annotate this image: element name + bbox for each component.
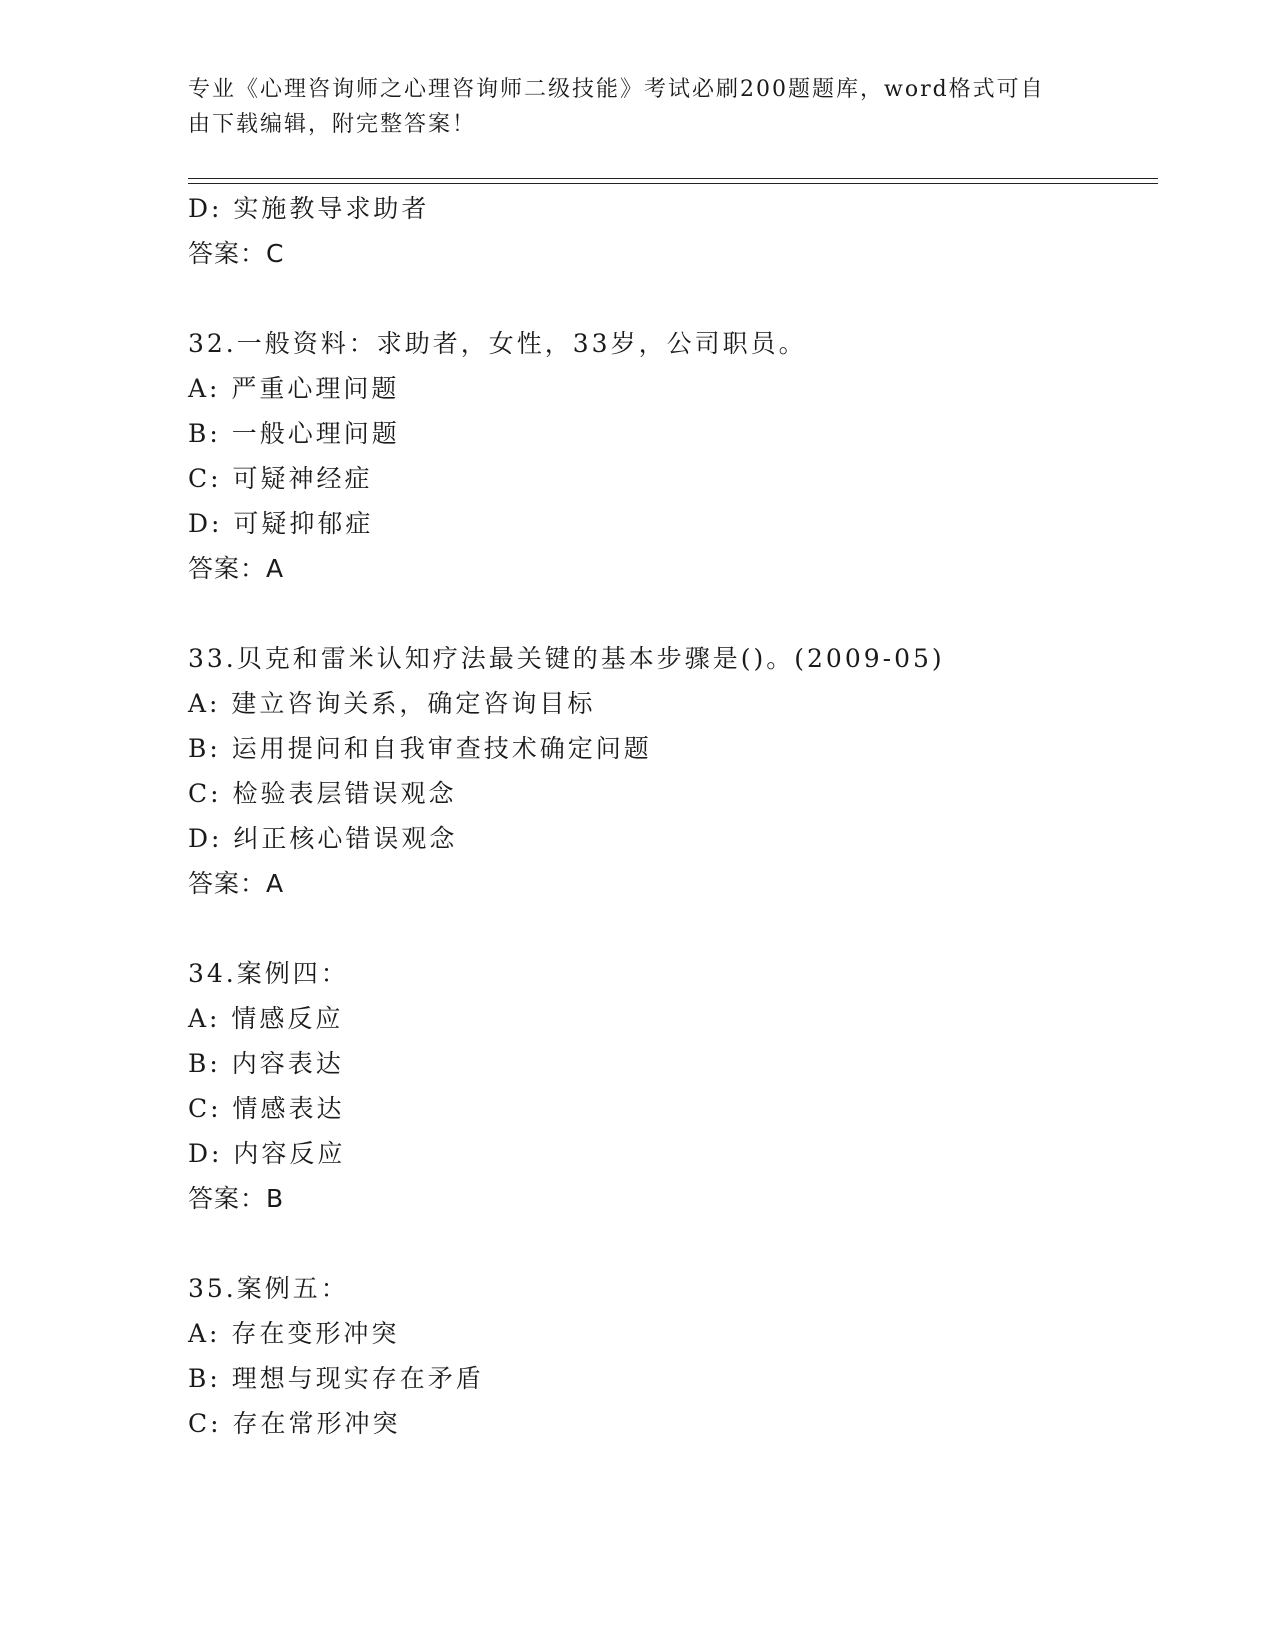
option-c: C: 情感表达 [188, 1094, 345, 1123]
question-32 [188, 321, 1148, 591]
option-d: D: 内容反应 [188, 1139, 346, 1168]
option-a: A: 建立咨询关系，确定咨询目标 [188, 689, 596, 718]
option-c: C: 检验表层错误观念 [188, 779, 457, 808]
question-31-tail [188, 186, 1148, 276]
document-header [188, 72, 1088, 142]
header-divider-bottom [188, 183, 1158, 184]
question-33 [188, 636, 1148, 906]
option-d: D: 纠正核心错误观念 [188, 824, 458, 853]
question-content [188, 186, 1148, 1446]
question-stem: 32.一般资料：求助者，女性，33岁，公司职员。 [188, 329, 807, 358]
option-d: D: 可疑抑郁症 [188, 509, 374, 538]
option-b: B: 内容表达 [188, 1049, 344, 1078]
question-35 [188, 1266, 1148, 1446]
header-line-1: 专业《心理咨询师之心理咨询师二级技能》考试必刷200题题库，word格式可自 [188, 77, 1045, 102]
option-a: A: 存在变形冲突 [188, 1319, 400, 1348]
option-a: A: 严重心理问题 [188, 374, 400, 403]
header-divider-top [188, 178, 1158, 179]
question-stem: 34.案例四： [188, 959, 349, 988]
option-d: D: 实施教导求助者 [188, 194, 430, 223]
option-b: B: 一般心理问题 [188, 419, 400, 448]
option-b: B: 理想与现实存在矛盾 [188, 1364, 484, 1393]
answer-line: 答案：A [188, 869, 285, 898]
answer-line: 答案：B [188, 1184, 285, 1213]
option-a: A: 情感反应 [188, 1004, 344, 1033]
question-34 [188, 951, 1148, 1221]
option-c: C: 可疑神经症 [188, 464, 373, 493]
option-c: C: 存在常形冲突 [188, 1409, 401, 1438]
option-b: B: 运用提问和自我审查技术确定问题 [188, 734, 652, 763]
answer-line: 答案：A [188, 554, 285, 583]
header-line-2: 由下载编辑，附完整答案！ [188, 112, 477, 137]
question-stem: 35.案例五： [188, 1274, 349, 1303]
question-stem: 33.贝克和雷米认知疗法最关键的基本步骤是()。(2009-05) [188, 644, 945, 673]
answer-line: 答案：C [188, 239, 285, 268]
